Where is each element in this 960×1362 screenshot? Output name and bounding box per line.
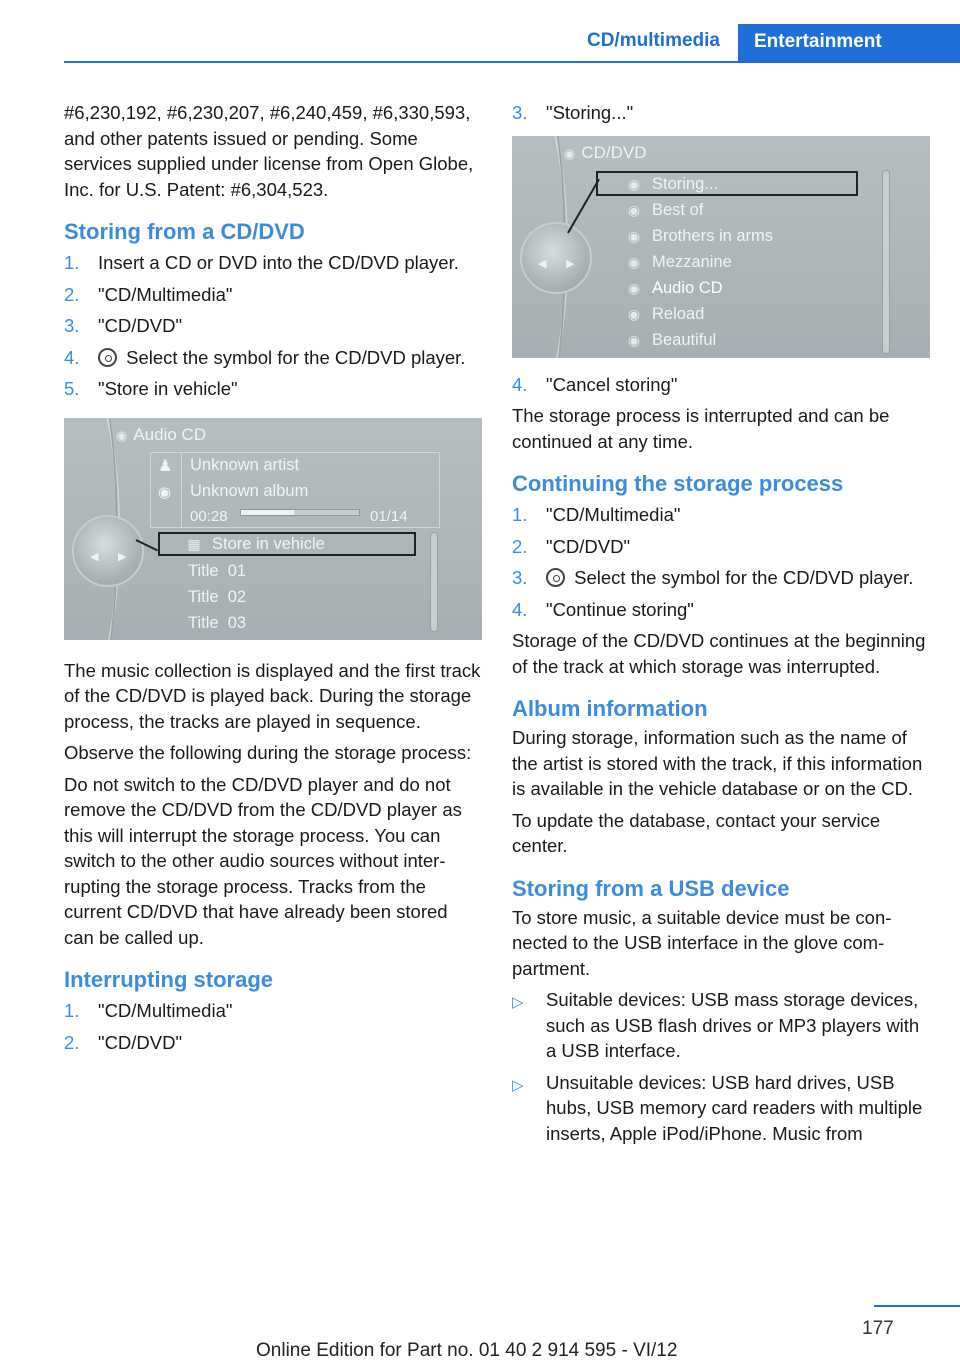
heading-continuing: Continuing the storage process (512, 471, 844, 496)
cd-player-icon (98, 348, 117, 367)
list-item-album: ◉ Mezzanine (624, 250, 732, 276)
cd-icon: ◉ (627, 279, 641, 296)
footer-rule (874, 1305, 960, 1307)
page-number: 177 (862, 1318, 894, 1339)
list-item-album-active: ◉ Audio CD (624, 276, 723, 302)
idrive-screen-storing (512, 136, 930, 358)
edition-note: Online Edition for Part no. 01 40 2 914 595 - VI/12 (256, 1340, 678, 1361)
list-item: 4. Select the symbol for the CD/DVD player. (64, 346, 466, 368)
list-item: 3. "Storing..." (512, 102, 634, 123)
album-icon: ◉ (158, 483, 172, 501)
list-item-title-2: Title 02 (188, 587, 247, 606)
progress-fill (241, 510, 294, 515)
list-item: 3. Select the symbol for the CD/DVD player. (512, 567, 914, 588)
menu-item-store-in-vehicle: ▦ Store in vehicle (184, 532, 325, 558)
header-rule (64, 61, 960, 63)
list-item: 4. "Cancel storing" (512, 373, 678, 395)
paragraph-interrupted: The storage process is interrupted and can be continued at any time. (512, 405, 890, 452)
cd-icon: ◉ (627, 227, 641, 244)
heading-storing-usb: Storing from a USB device (512, 875, 790, 901)
scrollbar (430, 532, 438, 632)
list-item-album: ◉ Reload (624, 302, 704, 328)
steps-interrupt-list (64, 998, 482, 1055)
heading-storing-cd: Storing from a CD/DVD (64, 219, 305, 244)
list-item: 1. Insert a CD or DVD into the CD/DVD player. (64, 252, 459, 273)
menu-item-storing: ◉ Storing... (624, 172, 718, 198)
paragraph-usb: To store music, a suitable device must be connected to the USB interface in the glove compartment. (512, 906, 892, 979)
cd-icon: ◉ (627, 201, 641, 218)
list-item: 4. "Continue storing" (512, 598, 694, 620)
screen-title: ◉ Audio CD (116, 422, 206, 449)
paragraph-observe: Observe the following during the storage process: (64, 742, 472, 763)
header-chapter-tab: Entertainment (738, 24, 960, 63)
list-item-title-3: Title 03 (188, 613, 247, 632)
heading-album-info: Album information (512, 696, 708, 721)
left-column (64, 100, 482, 1061)
callout-leader (567, 178, 600, 233)
controller-knob-icon: ◀ ▶ (520, 222, 592, 294)
cd-player-icon (546, 568, 565, 587)
step-storing-list (512, 100, 930, 126)
cd-icon: ◉ (627, 253, 641, 270)
artist-label: Unknown artist (190, 455, 300, 474)
paragraph-update: To update the database, contact your service center. (512, 809, 881, 856)
controller-knob-icon: ◀ ▶ (72, 515, 144, 587)
header-section-title: CD/multimedia (586, 30, 720, 51)
album-label: Unknown album (190, 481, 309, 500)
usb-device-list (512, 987, 930, 1146)
paragraph-continue: Storage of the CD/DVD continues at the beginning of the track at which storage was interrupted. (512, 630, 926, 677)
store-vehicle-icon: ▦ (187, 535, 201, 552)
elapsed-time: 00:28 (190, 507, 228, 525)
step-cancel-list (512, 372, 930, 398)
bullet-arrow-icon: ▷ (512, 994, 524, 1011)
list-item: 5. "Store in vehicle" (64, 378, 238, 399)
idrive-screen-store-in-vehicle (64, 418, 482, 640)
cd-icon: ◉ (627, 331, 641, 348)
paragraph-do-not-switch: Do not switch to the CD/DVD player and do not remove the CD/DVD from the CD/DVD player as this will interrupt the storage process. You can switch to the other audio sources without interrupting the storage process. Tracks from the current CD/DVD that have already been stored can be called up. (64, 773, 462, 948)
cd-icon: ◉ (627, 305, 641, 322)
cd-icon: ◉ (627, 175, 641, 192)
patent-paragraph: #6,230,192, #6,230,207, #6,240,459, #6,330,593, and other patents issued or pending. Some services supplied under license from Open Globe, Inc. for U.S. Patent: #6,304,523. (64, 102, 474, 200)
heading-interrupting: Interrupting storage (64, 967, 274, 992)
list-item: 2. "CD/Multimedia" (64, 283, 233, 305)
bullet-arrow-icon: ▷ (512, 1076, 524, 1094)
steps-continue-list (512, 502, 930, 622)
track-counter: 01/14 (370, 507, 408, 525)
list-item: 3. "CD/DVD" (64, 315, 183, 336)
list-item-album: ◉ Beautiful (624, 328, 716, 354)
list-item: 2. "CD/DVD" (64, 1031, 183, 1053)
paragraph-album: During storage, information such as the name of the artist is stored with the track, if this information is available in the vehicle database or on the CD. (512, 727, 923, 799)
steps-storing-list (64, 250, 482, 402)
paragraph-music-collection: The music collection is displayed and the first track of the CD/DVD is played back. During the storage process, the tracks are played in sequence. (64, 659, 481, 732)
right-column (512, 100, 930, 1152)
list-item: 2. "CD/DVD" (512, 535, 631, 557)
progress-track (240, 509, 360, 516)
artist-icon: ♟ (158, 457, 173, 475)
list-item: ▷ Unsuitable devices: USB hard drives, USB hubs, USB memory card readers with multiple inserts, Apple iPod/iPhone. Music from (512, 1070, 930, 1147)
list-item-title-1: Title 01 (188, 561, 247, 580)
list-item: 1. "CD/Multimedia" (64, 1000, 233, 1021)
list-item-album: ◉ Brothers in arms (624, 224, 773, 250)
list-item: 1. "CD/Multimedia" (512, 504, 681, 525)
list-item: ▷ Suitable devices: USB mass storage devices, such as USB flash drives or MP3 players with a USB interface. (512, 987, 930, 1064)
screen-title: ◉ CD/DVD (564, 140, 647, 167)
list-item-album: ◉ Best of (624, 198, 703, 224)
scrollbar (882, 170, 890, 354)
